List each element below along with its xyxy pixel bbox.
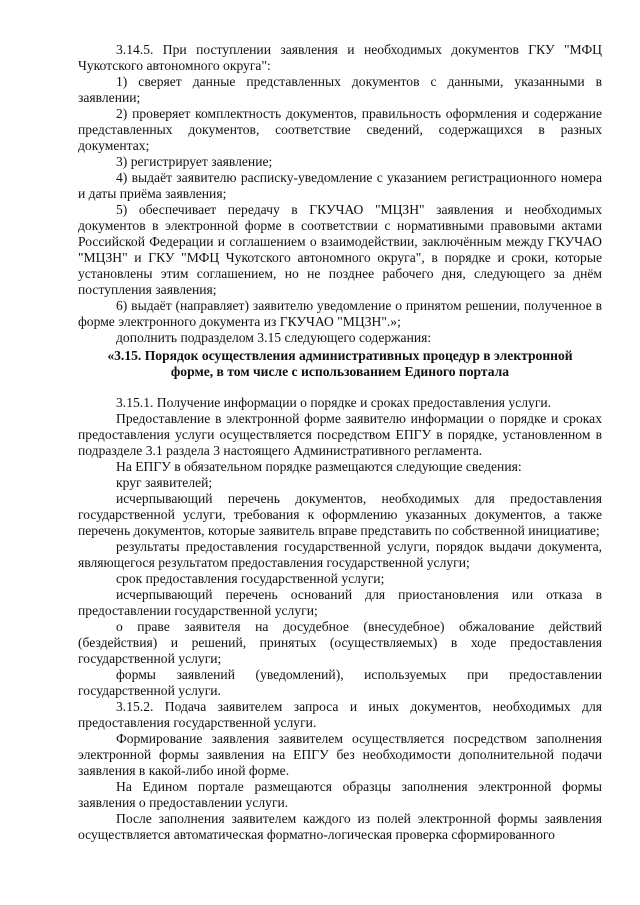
paragraph-3-15-2: 3.15.2. Подача заявителем запроса и иных документов, необходимых для предоставления государственной услуги. bbox=[78, 699, 602, 730]
paragraph-epgu-info: На ЕПГУ в обязательном порядке размещаются следующие сведения: bbox=[116, 459, 522, 474]
heading-line-2: форме, в том числе с использованием Единого портала bbox=[170, 364, 510, 379]
paragraph-appeal: о праве заявителя на досудебное (внесудебное) обжалование действий (бездействия) и решений, принятых (осуществляемых) в ходе предоставления государственной услуги; bbox=[78, 619, 602, 666]
paragraph-applicants: круг заявителей; bbox=[116, 475, 213, 490]
heading-line-1: «3.15. Порядок осуществления административных процедур в электронной bbox=[107, 348, 573, 363]
paragraph-3-14-5: 3.14.5. При поступлении заявления и необходимых документов ГКУ "МФЦ Чукотского автономного округа": bbox=[78, 42, 602, 73]
paragraph-grounds: исчерпывающий перечень оснований для приостановления или отказа в предоставлении государственной услуги; bbox=[78, 587, 602, 618]
spacer bbox=[78, 386, 602, 395]
paragraph-results: результаты предоставления государственной услуги, порядок выдачи документа, являющегося результатом предоставления государственной услуги; bbox=[78, 539, 602, 570]
paragraph-item-3: 3) регистрирует заявление; bbox=[116, 154, 273, 169]
paragraph-info-provision: Предоставление в электронной форме заявителю информации о порядке и сроках предоставления услуги осуществляется посредством ЕПГУ в порядке, установленном в подразделе 3.1 раздела 3 настоящего Административного регламента. bbox=[78, 411, 602, 458]
paragraph-3-15-1: 3.15.1. Получение информации о порядке и сроках предоставления услуги. bbox=[116, 395, 552, 410]
paragraph-validation: После заполнения заявителем каждого из полей электронной формы заявления осуществляется автоматическая форматно-логическая проверка сформированного bbox=[78, 811, 602, 842]
paragraph-item-5: 5) обеспечивает передачу в ГКУЧАО "МЦЗН" заявления и необходимых документов в электронной форме в соответствии с нормативными правовыми актами Российской Федерации и соглашением о взаимодействии, заключённым между ГКУЧАО "МЦЗН" и ГКУ "МФЦ Чукотского автономного округа", в порядке и сроки, которые установлены этим соглашением, но не позднее рабочего дня, следующего за днём поступления заявления; bbox=[78, 202, 602, 297]
section-heading-3-15 bbox=[78, 348, 602, 380]
document-page bbox=[78, 42, 602, 843]
paragraph-item-6: 6) выдаёт (направляет) заявителю уведомление о принятом решении, полученное в форме электронного документа из ГКУЧАО "МЦЗН".»; bbox=[78, 298, 602, 329]
paragraph-term: срок предоставления государственной услуги; bbox=[116, 571, 385, 586]
paragraph-amendment: дополнить подразделом 3.15 следующего содержания: bbox=[116, 330, 432, 345]
paragraph-samples: На Едином портале размещаются образцы заполнения электронной формы заявления о предоставлении услуги. bbox=[78, 779, 602, 810]
paragraph-item-1: 1) сверяет данные представленных документов с данными, указанными в заявлении; bbox=[78, 74, 602, 105]
paragraph-forms: формы заявлений (уведомлений), используемых при предоставлении государственной услуги. bbox=[78, 667, 602, 698]
paragraph-item-4: 4) выдаёт заявителю расписку-уведомление с указанием регистрационного номера и даты приёма заявления; bbox=[78, 170, 602, 201]
paragraph-item-2: 2) проверяет комплектность документов, правильность оформления и содержание представленных документов, соответствие сведений, содержащихся в разных документах; bbox=[78, 106, 602, 153]
paragraph-form-filling: Формирование заявления заявителем осуществляется посредством заполнения электронной формы заявления на ЕПГУ без необходимости дополнительной подачи заявления в какой-либо иной форме. bbox=[78, 731, 602, 778]
paragraph-document-list: исчерпывающий перечень документов, необходимых для предоставления государственной услуги, требования к оформлению указанных документов, а также перечень документов, которые заявитель вправе представить по собственной инициативе; bbox=[78, 491, 602, 538]
